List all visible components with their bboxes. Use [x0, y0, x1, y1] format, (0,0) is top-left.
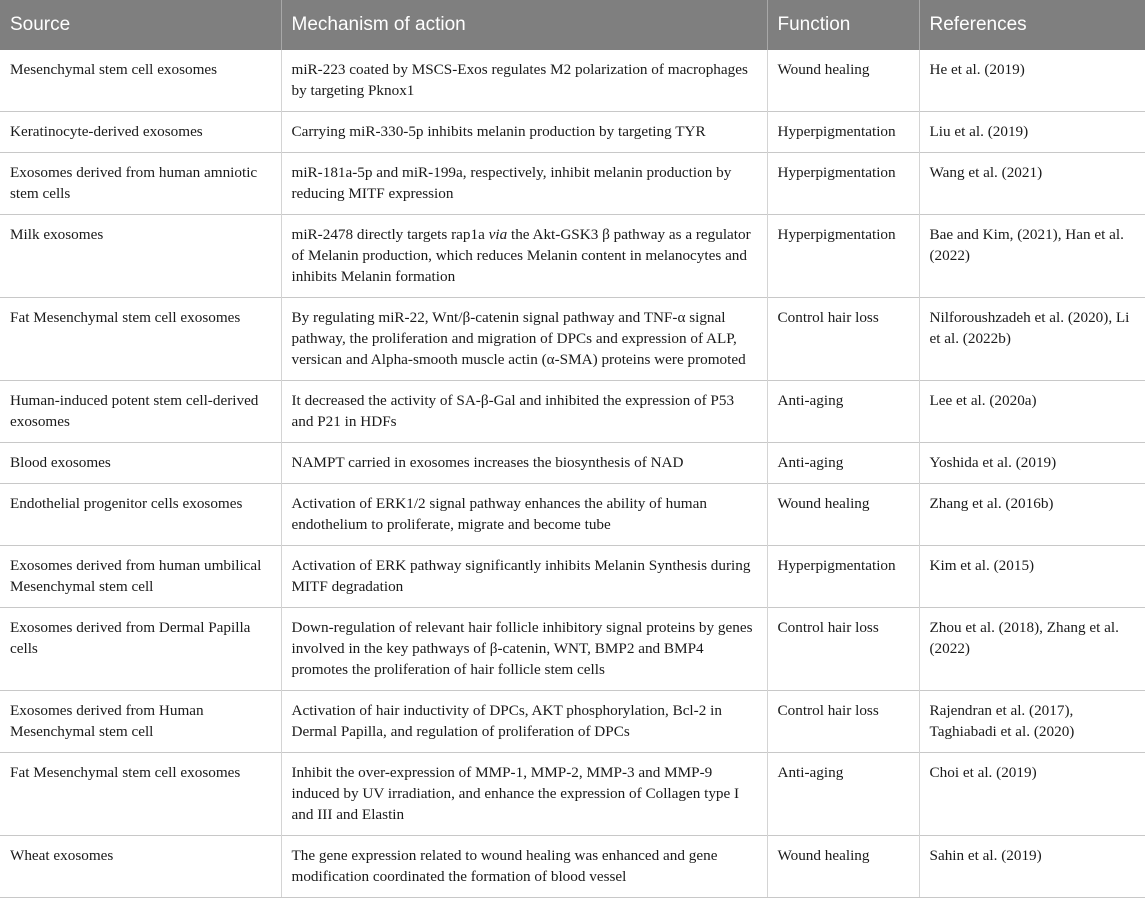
table-row — [0, 608, 1145, 691]
mechanism-text: The gene expression related to wound healing was enhanced and gene modification coordinated the formation of blood vessel — [291, 847, 718, 885]
cell-source: Exosomes derived from Human Mesenchymal stem cell — [0, 691, 281, 753]
mechanism-text: Down-regulation of relevant hair follicle inhibitory signal proteins by genes involved in the key pathways of β-catenin, WNT, BMP2 and BMP4 promotes the proliferation of hair follicle stem cells — [291, 619, 753, 678]
cell-mechanism — [281, 112, 767, 153]
cell-source: Exosomes derived from Dermal Papilla cells — [0, 608, 281, 691]
cell-mechanism — [281, 153, 767, 215]
cell-references: Zhang et al. (2016b) — [919, 484, 1145, 546]
cell-source: Human-induced potent stem cell-derived exosomes — [0, 381, 281, 443]
cell-function: Hyperpigmentation — [767, 153, 919, 215]
cell-function: Control hair loss — [767, 691, 919, 753]
cell-function: Hyperpigmentation — [767, 546, 919, 608]
cell-function: Wound healing — [767, 50, 919, 112]
mechanism-text: Activation of hair inductivity of DPCs, AKT phosphorylation, Bcl-2 in Dermal Papilla, and regulation of proliferation of DPCs — [291, 702, 722, 740]
cell-references: Rajendran et al. (2017), Taghiabadi et al. (2020) — [919, 691, 1145, 753]
cell-source: Fat Mesenchymal stem cell exosomes — [0, 753, 281, 836]
cell-references: Nilforoushzadeh et al. (2020), Li et al. (2022b) — [919, 298, 1145, 381]
cell-references: Liu et al. (2019) — [919, 112, 1145, 153]
cell-source: Exosomes derived from human amniotic stem cells — [0, 153, 281, 215]
mechanism-text: miR-2478 directly targets rap1a — [291, 226, 489, 243]
cell-mechanism — [281, 443, 767, 484]
cell-mechanism — [281, 484, 767, 546]
table-row — [0, 381, 1145, 443]
table-row — [0, 443, 1145, 484]
table-body — [0, 50, 1145, 898]
cell-references: Choi et al. (2019) — [919, 753, 1145, 836]
table-row — [0, 298, 1145, 381]
cell-mechanism — [281, 50, 767, 112]
cell-function: Wound healing — [767, 836, 919, 898]
mechanism-text: Carrying miR-330-5p inhibits melanin production by targeting TYR — [291, 123, 706, 140]
cell-source: Wheat exosomes — [0, 836, 281, 898]
cell-mechanism — [281, 691, 767, 753]
mechanism-text: miR-223 coated by MSCS-Exos regulates M2 polarization of macrophages by targeting Pknox1 — [291, 61, 748, 99]
table-row — [0, 484, 1145, 546]
cell-references: Yoshida et al. (2019) — [919, 443, 1145, 484]
mechanism-text: the Akt-GSK3 β pathway as a regulator of Melanin production, which reduces Melanin content in melanocytes and inhibits Melanin formation — [291, 226, 751, 285]
cell-references: Lee et al. (2020a) — [919, 381, 1145, 443]
cell-references: Kim et al. (2015) — [919, 546, 1145, 608]
cell-function: Anti-aging — [767, 381, 919, 443]
header-source: Source — [0, 0, 281, 50]
mechanism-text: It decreased the activity of SA-β-Gal and inhibited the expression of P53 and P21 in HDFs — [291, 392, 735, 430]
header-references: References — [919, 0, 1145, 50]
cell-mechanism — [281, 298, 767, 381]
table-row — [0, 50, 1145, 112]
cell-references: Zhou et al. (2018), Zhang et al. (2022) — [919, 608, 1145, 691]
cell-references: Sahin et al. (2019) — [919, 836, 1145, 898]
cell-source: Exosomes derived from human umbilical Mesenchymal stem cell — [0, 546, 281, 608]
cell-function: Control hair loss — [767, 298, 919, 381]
cell-function: Hyperpigmentation — [767, 112, 919, 153]
table-row — [0, 753, 1145, 836]
header-mechanism: Mechanism of action — [281, 0, 767, 50]
cell-mechanism — [281, 753, 767, 836]
mechanism-text: By regulating miR-22, Wnt/β-catenin signal pathway and TNF-α signal pathway, the proliferation and migration of DPCs and expression of ALP, versican and Alpha-smooth muscle actin (α-SMA) proteins were promoted — [291, 309, 746, 368]
cell-references: He et al. (2019) — [919, 50, 1145, 112]
cell-references: Bae and Kim, (2021), Han et al. (2022) — [919, 215, 1145, 298]
cell-source: Mesenchymal stem cell exosomes — [10, 61, 218, 78]
table-row — [0, 153, 1145, 215]
cell-source: Milk exosomes — [0, 215, 281, 298]
cell-source: Keratinocyte-derived exosomes — [0, 112, 281, 153]
cell-source: Endothelial progenitor cells exosomes — [0, 484, 281, 546]
cell-function: Hyperpigmentation — [767, 215, 919, 298]
table-row — [0, 215, 1145, 298]
cell-function: Anti-aging — [767, 443, 919, 484]
mechanism-italic-text: via — [488, 226, 508, 243]
cell-function: Control hair loss — [767, 608, 919, 691]
table-row — [0, 691, 1145, 753]
cell-mechanism — [281, 836, 767, 898]
cell-function: Wound healing — [767, 484, 919, 546]
cell-mechanism — [281, 608, 767, 691]
header-row — [0, 0, 1145, 50]
header-function: Function — [767, 0, 919, 50]
cell-source: Fat Mesenchymal stem cell exosomes — [0, 298, 281, 381]
mechanism-text: Activation of ERK1/2 signal pathway enhances the ability of human endothelium to proliferate, migrate and become tube — [291, 495, 707, 533]
cell-mechanism — [281, 381, 767, 443]
cell-references: Wang et al. (2021) — [919, 153, 1145, 215]
mechanism-text: Activation of ERK pathway significantly inhibits Melanin Synthesis during MITF degradation — [291, 557, 751, 595]
cell-function: Anti-aging — [767, 753, 919, 836]
cell-source: Blood exosomes — [0, 443, 281, 484]
mechanism-text: miR-181a-5p and miR-199a, respectively, inhibit melanin production by reducing MITF expression — [291, 164, 732, 202]
table-header — [0, 0, 1145, 50]
mechanism-text: Inhibit the over-expression of MMP-1, MMP-2, MMP-3 and MMP-9 induced by UV irradiation, and enhance the expression of Collagen type I and III and Elastin — [291, 764, 740, 823]
table-row — [0, 112, 1145, 153]
table-row — [0, 546, 1145, 608]
mechanism-text: NAMPT carried in exosomes increases the biosynthesis of NAD — [291, 454, 684, 471]
cell-mechanism — [281, 215, 767, 298]
table-row — [0, 836, 1145, 898]
cell-mechanism — [281, 546, 767, 608]
